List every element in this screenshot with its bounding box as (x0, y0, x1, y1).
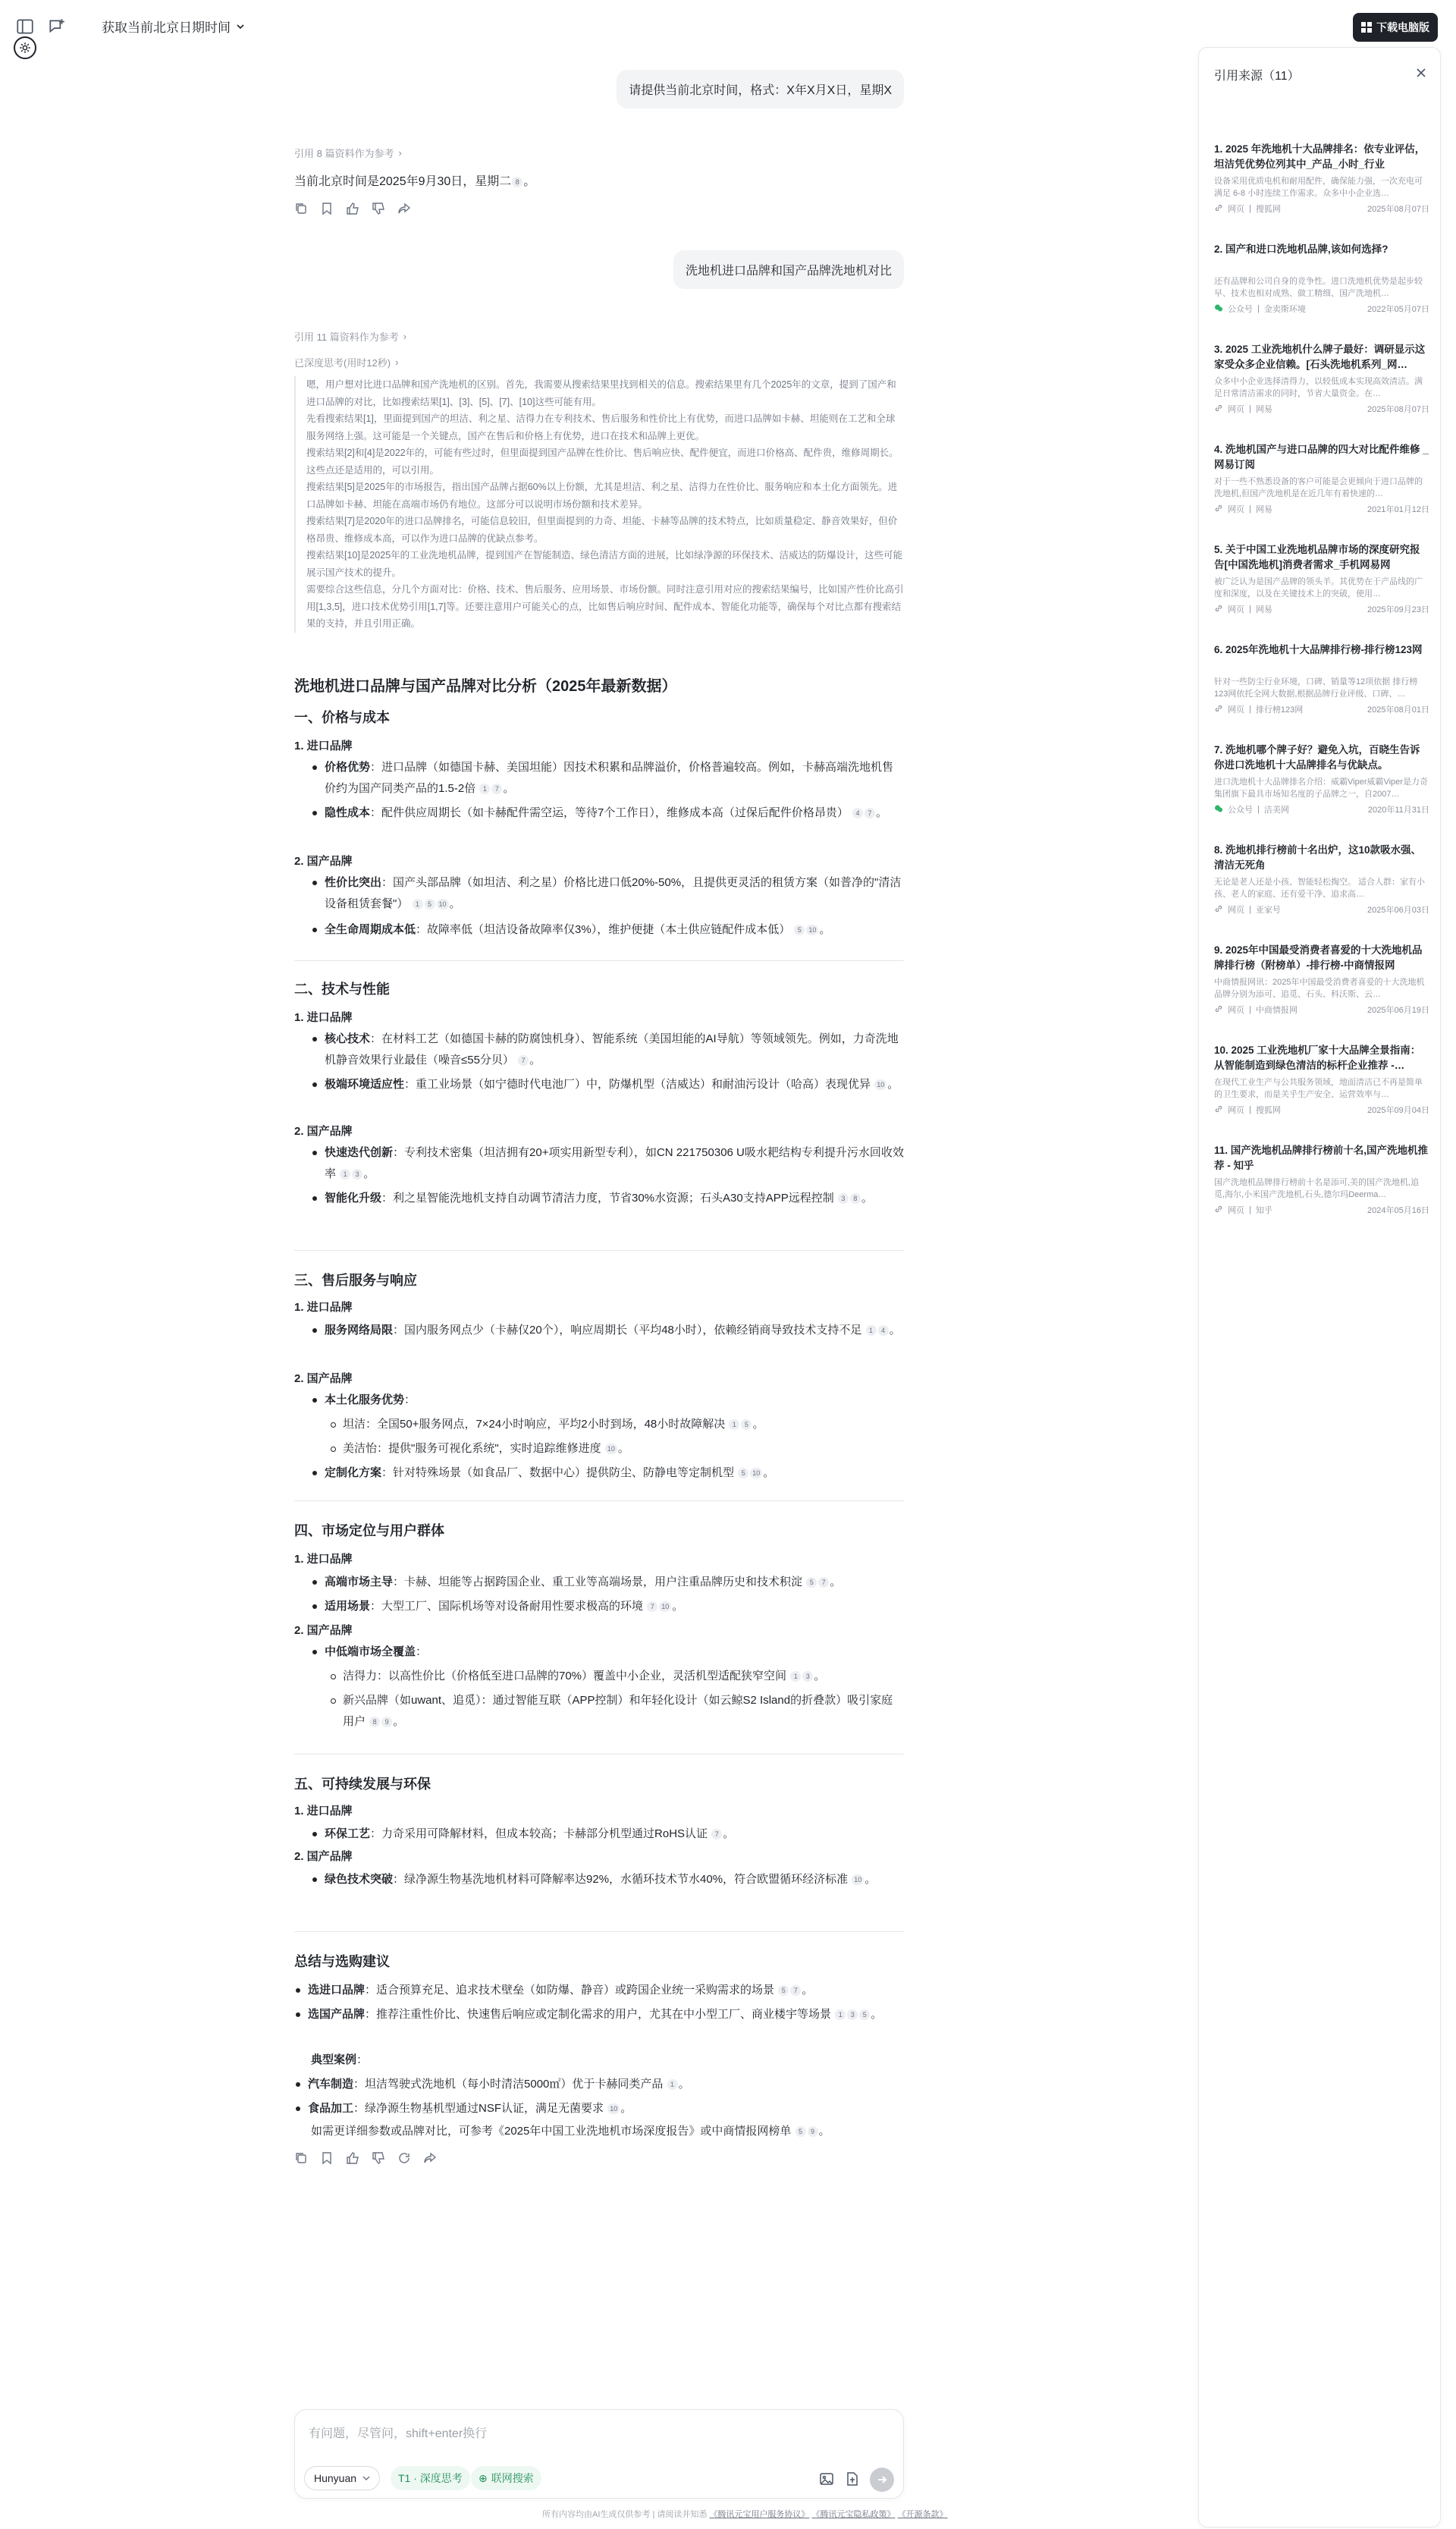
sources-panel (1198, 47, 1441, 2527)
section-heading: 四、市场定位与用户群体 (294, 1523, 444, 1538)
source-date: 2021年01月12日 (1367, 505, 1429, 514)
list-item: 极端环境适应性：重工业场景（如宁德时代电池厂）中，防爆机型（洁威达）和耐油污设计（哈高）表现优异 10 。 (311, 1074, 904, 1095)
list-item: 价格优势：进口品牌（如德国卡赫、美国坦能）因技术积累和品牌溢价，价格普遍较高。例如，卡赫高端洗地机售价约为国产同类产品的1.5-2倍 1 7 。 (311, 757, 904, 800)
thumbs-up-icon[interactable] (346, 2151, 359, 2165)
source-meta: 网页 | 亚家号 2025年06月03日 (1214, 903, 1429, 916)
source-site: 网易 (1255, 505, 1272, 514)
source-snippet: 进口洗地机十大品牌排名介绍：威霸Viper威霸Viper是力奇集团旗下最具市场知名度的子品牌之一，自2007… (1214, 778, 1428, 799)
conversation-title-text: 获取当前北京日期时间 (102, 20, 231, 35)
chevron-down-icon (362, 2474, 370, 2482)
divider (294, 1931, 904, 1932)
divider (294, 1500, 904, 1501)
list-item: 快速迭代创新：专利技术密集（坦洁拥有20+项实用新型专利），如CN 221750306 U吸水耙结构专利提升污水回收效率 1 3 。 (311, 1142, 904, 1185)
thumbs-down-icon[interactable] (372, 2151, 385, 2165)
list-item: 绿色技术突破：绿净源生物基洗地机材料可降解率达92%，水循环技术节水40%，符合欧盟循环经济标准 10 。 (311, 1869, 904, 1890)
sub-list-item: 新兴品牌（如uwant、追觅）：通过智能互联（APP控制）和年轻化设计（如云鲸S2 Island的折叠款）吸引家庭用户 8 9 。 (329, 1690, 904, 1733)
source-card[interactable] (1214, 1043, 1429, 1116)
source-meta: 公众号 | 金卖斯环境 2022年05月07日 (1214, 303, 1429, 315)
source-date: 2025年09月23日 (1367, 605, 1429, 614)
list-item: 中低端市场全覆盖： (311, 1641, 904, 1663)
source-meta: 公众号 | 洁美网 2020年11月31日 (1214, 803, 1429, 815)
think-paragraph: 嗯，用户想对比进口品牌和国产洗地机的区别。首先，我需要从搜索结果里找到相关的信息。搜索结果里有几个2025年的文章，提到了国产和进口品牌的对比，比如搜索结果[1]、[3]、[5]、[7]、[10]这些可能有用。 (306, 379, 896, 407)
wechat-icon (1214, 804, 1223, 815)
top-bar (0, 0, 1456, 53)
source-meta: 网页 | 中商情报网 2025年06月19日 (1214, 1004, 1429, 1016)
model-name: Hunyuan (314, 2472, 357, 2484)
case-label: 典型案例： (311, 2053, 369, 2066)
list-item: 选国产品牌：推荐注重性价比、快速售后响应或定制化需求的用户，尤其在中小型工厂、商业楼宇等场景 1 3 5 。 (294, 2004, 904, 2025)
open-source-link[interactable]: 《开源条款》 (897, 2510, 948, 2519)
source-card[interactable] (1214, 642, 1429, 715)
link-icon (1214, 604, 1223, 615)
answer-text: 当前北京时间是2025年9月30日，星期二 (294, 175, 512, 188)
subheading-domestic: 2. 国产品牌 (294, 855, 353, 868)
source-site: 亚家号 (1255, 906, 1281, 915)
message-actions (294, 202, 411, 215)
subheading-domestic: 2. 国产品牌 (294, 1372, 353, 1385)
source-meta: 网页 | 知乎 2024年05月16日 (1214, 1204, 1429, 1216)
source-title[interactable]: 6. 2025年洗地机十大品牌排行榜-排行榜123网 (1214, 644, 1423, 655)
source-type: 公众号 (1228, 806, 1253, 815)
source-title[interactable]: 10. 2025 工业洗地机厂家十大品牌全景指南：从智能制造到绿色清洁的标杆企业推荐 -… (1214, 1045, 1421, 1071)
report-title: 洗地机进口品牌与国产品牌对比分析（2025年最新数据） (294, 678, 677, 695)
user-message: 洗地机进口品牌和国产品牌洗地机对比 (673, 250, 904, 289)
source-snippet: 国产洗地机品牌排行榜前十名是添可,美的国产洗地机,追觅,海尔,小米国产洗地机,石头,德尔玛Deerma… (1214, 1178, 1420, 1199)
source-type: 网页 (1228, 605, 1244, 614)
assistant-answer: 当前北京时间是2025年9月30日，星期二 8 。 (294, 175, 536, 188)
thumbs-up-icon[interactable] (346, 202, 359, 215)
link-icon (1214, 504, 1223, 515)
source-title[interactable]: 7. 洗地机哪个牌子好？避免入坑，百晓生告诉你进口洗地机十大品牌排名与优缺点。 (1214, 744, 1420, 771)
subheading-imported: 1. 进口品牌 (294, 740, 353, 752)
globe-icon: ⊕ (479, 2471, 488, 2484)
source-card[interactable] (1214, 743, 1429, 815)
file-upload-icon[interactable] (844, 2471, 861, 2487)
subheading-imported: 1. 进口品牌 (294, 1553, 353, 1566)
source-title[interactable]: 8. 洗地机排行榜前十名出炉，这10款吸水强、清洁无死角 (1214, 844, 1422, 871)
share-icon[interactable] (423, 2151, 437, 2165)
footer-disclaimer: 所有内容均由AI生成仅供参考 | 请阅读并知悉 《腾讯元宝用户服务协议》 《腾讯元宝隐私政策》 《开源条款》 (542, 2510, 948, 2519)
source-title[interactable]: 9. 2025年中国最受消费者喜爱的十大洗地机品牌排行榜（附榜单）-排行榜-中商情报网 (1214, 944, 1423, 971)
regenerate-icon[interactable] (397, 2151, 411, 2165)
source-date: 2025年09月04日 (1367, 1106, 1429, 1115)
subheading-imported: 1. 进口品牌 (294, 1011, 353, 1024)
windows-icon (1361, 22, 1372, 33)
citation-toggle[interactable] (294, 329, 406, 344)
list-item: 环保工艺：力奇采用可降解材料，但成本较高；卡赫部分机型通过RoHS认证 7 。 (311, 1824, 904, 1845)
source-snippet: 设备采用优质电机和耐用配件，确保能力强，一次充电可满足 6-8 小时连续工作需求。众多中小企业选… (1214, 177, 1423, 198)
source-type: 网页 (1228, 1106, 1244, 1115)
new-chat-icon[interactable] (47, 17, 67, 36)
subheading-domestic: 2. 国产品牌 (294, 1624, 353, 1637)
list-item: 高端市场主导：卡赫、坦能等占据跨国企业、重工业等高端场景，用户注重品牌历史和技术积淀 5 7 。 (311, 1572, 904, 1593)
chevron-right-icon: › (398, 147, 402, 159)
source-date: 2022年05月07日 (1367, 305, 1429, 314)
source-date: 2025年06月19日 (1367, 1006, 1429, 1015)
source-snippet: 还有品牌和公司自身的竞争性。进口洗地机优势是起步较早、技术也相对成熟、做工精细、国产洗地机… (1214, 277, 1423, 298)
source-type: 网页 (1228, 1206, 1244, 1215)
source-date: 2024年05月16日 (1367, 1206, 1429, 1215)
source-type: 网页 (1228, 705, 1244, 715)
deep-think-mode-label: T1 · 深度思考 (398, 2472, 463, 2484)
section-heading: 一、价格与成本 (294, 710, 390, 725)
source-card[interactable] (1214, 142, 1429, 215)
list-item: 核心技术：在材料工艺（如德国卡赫的防腐蚀机身）、智能系统（美国坦能的AI导航）等领域领先。例如，力奇洗地机静音效果行业最佳（噪音≤55分贝） 7 。 (311, 1029, 904, 1071)
sub-list-item: 洁得力：以高性价比（价格低至进口品牌的70%）覆盖中小企业，灵活机型适配狭窄空间 1 3 。 (329, 1666, 904, 1687)
source-card[interactable] (1214, 442, 1429, 515)
copy-icon[interactable] (294, 202, 308, 215)
chevron-right-icon: › (395, 357, 399, 368)
source-snippet: 中商情报网讯：2025年中国最受消费者喜爱的十大洗地机品牌分别为添可、追觅、石头、科沃斯、云… (1214, 978, 1425, 999)
source-site: 排行榜123网 (1255, 705, 1304, 715)
list-item: 全生命周期成本低：故障率低（坦洁设备故障率仅3%），维护便捷（本土供应链配件成本低） 5 10 。 (311, 919, 904, 941)
list-item: 适用场景：大型工厂、国际机场等对设备耐用性要求极高的环境 7 10 。 (311, 1596, 904, 1617)
privacy-policy-link[interactable]: 《腾讯元宝隐私政策》 (811, 2510, 896, 2519)
wechat-icon (1214, 303, 1223, 315)
citation-count: 引用 8 篇资料作为参考 (294, 148, 394, 159)
section-heading: 二、技术与性能 (294, 982, 390, 997)
list-item: 食品加工：绿净源生物基机型通过NSF认证，满足无菌要求 10 。 (294, 2098, 904, 2119)
list-item: 性价比突出：国产头部品牌（如坦洁、利之星）价格比进口低20%-50%，且提供更灵活的租赁方案（如普净的"清洁设备租赁套餐"） 1 5 10 。 (311, 872, 904, 915)
source-site: 网易 (1255, 405, 1272, 414)
chevron-right-icon: › (403, 331, 407, 342)
download-desktop-label: 下载电脑版 (1376, 21, 1429, 33)
source-type: 网页 (1228, 405, 1244, 414)
source-date: 2020年11月31日 (1367, 806, 1429, 815)
source-title[interactable]: 2. 国产和进口洗地机品牌,该如何选择? (1214, 243, 1389, 255)
section-heading: 总结与选购建议 (294, 1954, 390, 1969)
source-type: 网页 (1228, 505, 1244, 514)
source-type: 网页 (1228, 205, 1244, 214)
source-meta: 网页 | 网易 2025年08月07日 (1214, 403, 1429, 415)
subheading-domestic: 2. 国产品牌 (294, 1125, 353, 1138)
source-meta: 网页 | 搜狐网 2025年08月07日 (1214, 203, 1429, 215)
thumbs-down-icon[interactable] (372, 202, 385, 215)
source-snippet: 针对一些防尘行业环境，口碑、销量等12项依据 排行榜123网依托全网大数据,根据品牌行业评级、口碑、… (1214, 677, 1418, 699)
source-meta: 网页 | 网易 2021年01月12日 (1214, 503, 1429, 515)
deep-think-content (294, 376, 904, 633)
source-snippet: 在现代工业生产与公共服务领域，地面清洁已不再是简单的卫生要求，而是关乎生产安全、运营效率与… (1214, 1078, 1423, 1099)
share-icon[interactable] (397, 202, 411, 215)
source-meta: 网页 | 搜狐网 2025年09月04日 (1214, 1104, 1429, 1116)
subheading-imported: 1. 进口品牌 (294, 1301, 353, 1314)
list-item: 服务网络局限：国内服务网点少（卡赫仅20个），响应周期长（平均48小时），依赖经销商导致技术支持不足 1 4 。 (311, 1320, 904, 1341)
divider (294, 960, 904, 961)
source-meta: 网页 | 排行榜123网 2025年08月01日 (1214, 703, 1429, 715)
source-site: 金卖斯环境 (1263, 305, 1306, 314)
web-search-toggle-button[interactable] (471, 2466, 541, 2490)
source-card[interactable] (1214, 943, 1429, 1016)
source-card[interactable] (1214, 1143, 1429, 1216)
link-icon (1214, 404, 1223, 415)
source-site: 搜狐网 (1255, 205, 1281, 214)
message-actions (294, 2151, 437, 2165)
source-card[interactable] (1214, 843, 1429, 916)
source-title[interactable]: 1. 2025 年洗地机十大品牌排名：依专业评估，坦洁凭优势位列其中_产品_小时_行业 (1214, 143, 1426, 170)
sources-panel-title: 引用来源（11） (1214, 70, 1300, 83)
user-message: 请提供当前北京时间，格式：X年X月X日，星期X (617, 70, 904, 108)
bookmark-icon[interactable] (320, 202, 334, 215)
section-heading: 三、售后服务与响应 (294, 1273, 417, 1288)
source-date: 2025年08月01日 (1367, 705, 1429, 715)
section-heading: 五、可持续发展与环保 (294, 1777, 431, 1792)
source-snippet: 对于一些不熟悉设备的客户可能是会更倾向于进口品牌的洗地机,但国产洗地机是在近几年有着快速的… (1214, 477, 1423, 498)
source-site: 中商情报网 (1255, 1006, 1298, 1015)
think-paragraph: 搜索结果[2]和[4]是2022年的，可能有些过时，但里面提到国产品牌在性价比、售后响应快、配件便宜，而进口价格高、配件贵，维修周期长。这些点还是适用的，可以引用。 (306, 448, 899, 476)
source-site: 知乎 (1255, 1206, 1272, 1215)
send-button[interactable] (870, 2468, 894, 2492)
source-snippet: 众多中小企业选择清得力，以较低成本实现高效清洁。满足日常清洁需求的同时，节省大量资金。在… (1214, 377, 1423, 398)
citation-toggle[interactable] (294, 146, 402, 160)
source-title[interactable]: 4. 洗地机国产与进口品牌的四大对比配件维修 _ 网易订阅 (1214, 444, 1429, 470)
bookmark-icon[interactable] (320, 2151, 334, 2165)
link-icon (1214, 1004, 1223, 1016)
deep-think-toggle[interactable] (294, 355, 398, 369)
list-item: 汽车制造：坦洁驾驶式洗地机（每小时清洁5000㎡）优于卡赫同类产品 1 。 (294, 2074, 904, 2095)
subheading-domestic: 2. 国产品牌 (294, 1850, 353, 1863)
list-item: 隐性成本：配件供应周期长（如卡赫配件需空运，等待7个工作日），维修成本高（过保后配件价格昂贵） 4 7 。 (311, 803, 904, 824)
web-search-label: 联网搜索 (491, 2472, 534, 2484)
source-card[interactable] (1214, 542, 1429, 615)
citation-count: 引用 11 篇资料作为参考 (294, 331, 399, 343)
source-snippet: 被广泛认为是国产品牌的领头羊。其优势在于产品线的广度和深度，以及在关键技术上的突破，使用… (1214, 577, 1423, 598)
list-item: 选进口品牌：适合预算充足、追求技术壁垒（如防爆、静音）或跨国企业统一采购需求的场景 5 7 。 (294, 1980, 904, 2001)
link-icon (1214, 203, 1223, 215)
chat-input[interactable]: 有问题，尽管问，shift+enter换行 (309, 2427, 488, 2440)
list-item: 智能化升级：利之星智能洗地机支持自动调节清洁力度，节省30%水资源；石头A30支持APP远程控制 3 8 。 (311, 1188, 904, 1209)
model-selector[interactable] (304, 2466, 380, 2490)
closing-note: 如需更详细参数或品牌对比，可参考《2025年中国工业洗地机市场深度报告》或中商情报网榜单 5 9 。 (311, 2125, 830, 2138)
source-type: 网页 (1228, 1006, 1244, 1015)
source-date: 2025年08月07日 (1367, 405, 1429, 414)
think-paragraph: 搜索结果[5]是2025年的市场报告，指出国产品牌占据60%以上份额，尤其是坦洁、利之星、洁得力在性价比、服务响应和本土化方面领先。进口品牌如卡赫、坦能在高端市场仍有地位。这部分可以说明市场份额和技术差异。 (306, 482, 898, 510)
link-icon (1214, 904, 1223, 916)
source-type: 公众号 (1228, 305, 1253, 314)
source-card[interactable] (1214, 242, 1429, 315)
source-site: 搜狐网 (1255, 1106, 1281, 1115)
chat-input-box (294, 2409, 904, 2499)
user-agreement-link[interactable]: 《腾讯元宝用户服务协议》 (709, 2510, 810, 2519)
chevron-down-icon (237, 23, 244, 30)
download-desktop-button[interactable] (1353, 13, 1438, 42)
source-date: 2025年08月07日 (1367, 205, 1429, 214)
sub-list-item: 美洁怡：提供"服务可视化系统"，实时追踪维修进度 10 。 (329, 1438, 904, 1459)
image-upload-icon[interactable] (818, 2471, 835, 2487)
conversation-title[interactable] (102, 17, 244, 36)
sidebar-toggle-icon[interactable] (15, 17, 35, 36)
source-site: 网易 (1255, 605, 1272, 614)
sub-list-item: 坦洁：全国50+服务网点，7×24小时响应，平均2小时到场，48小时故障解决 1 5 。 (329, 1414, 904, 1435)
source-snippet: 无论是老人还是小孩、智能轻松掏空。 适合人群：家有小孩、老人的家庭、还有爱干净、追求高… (1214, 878, 1426, 899)
think-paragraph: 搜索结果[10]是2025年的工业洗地机品牌，提到国产在智能制造、绿色清洁方面的进展，比如绿净源的环保技术、洁威达的防爆设计，这些可能展示国产技术的提升。 (306, 550, 903, 578)
source-meta: 网页 | 网易 2025年09月23日 (1214, 603, 1429, 615)
divider (294, 1250, 904, 1251)
list-item: 定制化方案：针对特殊场景（如食品厂、数据中心）提供防尘、防静电等定制机型 5 10 。 (311, 1462, 904, 1484)
link-icon (1214, 1205, 1223, 1216)
close-icon[interactable] (1414, 66, 1428, 80)
source-title[interactable]: 5. 关于中国工业洗地机品牌市场的深度研究报告[中国洗地机]消费者需求_手机网易网 (1214, 544, 1420, 570)
source-date: 2025年06月03日 (1367, 906, 1429, 915)
link-icon (1214, 1104, 1223, 1116)
source-site: 洁美网 (1263, 806, 1289, 815)
link-icon (1214, 704, 1223, 715)
arrow-right-icon (876, 2474, 888, 2486)
settings-icon[interactable] (14, 36, 36, 59)
think-paragraph: 先看搜索结果[1]，里面提到国产的坦洁、利之星、洁得力在专利技术、售后服务和性价比上有优势，而进口品牌如卡赫、坦能则在工艺和全球服务网络上强。这可能是一个关键点，国产在售后和价格上有优势，进口在技术和品牌上更优。 (306, 413, 896, 441)
deep-think-label: 已深度思考(用时12秒) (294, 357, 391, 369)
deep-think-toggle-button[interactable] (391, 2466, 470, 2490)
source-type: 网页 (1228, 906, 1244, 915)
subheading-imported: 1. 进口品牌 (294, 1805, 353, 1817)
source-title[interactable]: 11. 国产洗地机品牌排行榜前十名,国产洗地机推荐 - 知乎 (1214, 1145, 1429, 1171)
source-title[interactable]: 3. 2025 工业洗地机什么牌子最好：调研显示这家受众多企业信赖。[石头洗地机系列_网… (1214, 344, 1426, 370)
divider (294, 1754, 904, 1755)
list-item: 本土化服务优势： (311, 1390, 904, 1411)
think-paragraph: 搜索结果[7]是2020年的进口品牌排名，可能信息较旧，但里面提到的力奇、坦能、卡赫等品牌的技术特点，比如质量稳定、静音效果好，但价格昂贵、维修成本高，可以作为进口品牌的优缺点参考。 (306, 516, 898, 544)
source-card[interactable] (1214, 342, 1429, 415)
think-paragraph: 需要综合这些信息，分几个方面对比：价格、技术、售后服务、应用场景、市场份额。同时注意引用对应的搜索结果编号，比如国产性价比高引用[1,3,5]，进口技术优势引用[1,7]等。还要注意用户可能关心的点，比如售后响应时间、配件成本、智能化功能等，确保每个对比点都有搜索结果的支持，并且引用正确。 (306, 584, 904, 629)
copy-icon[interactable] (294, 2151, 308, 2165)
